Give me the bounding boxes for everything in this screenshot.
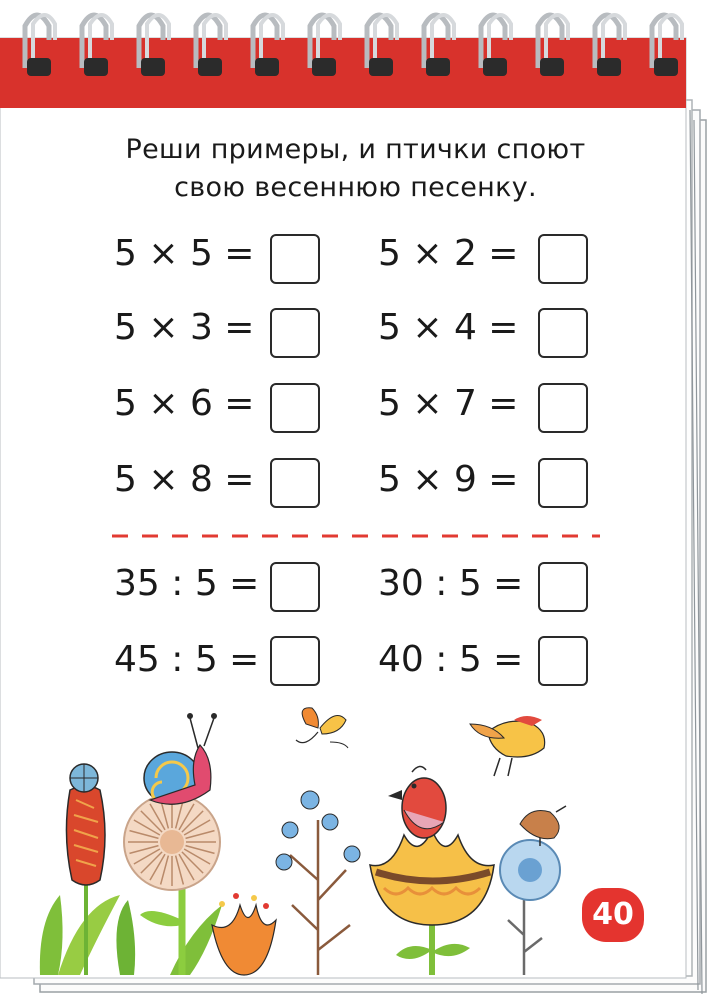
instruction-line-2: свою весеннюю песенку. — [174, 172, 537, 203]
equation-label: 5 × 4 = — [378, 307, 519, 348]
page-number-badge: 40 — [582, 888, 644, 942]
grass-leaves — [40, 895, 222, 975]
flying-bird-icon — [470, 716, 545, 776]
instruction-line-1: Реши примеры, и птички споют — [125, 134, 586, 165]
yellow-flower-icon — [370, 830, 494, 975]
equation-label: 5 × 5 = — [114, 233, 255, 274]
equation-label: 5 × 7 = — [378, 383, 519, 424]
equation-label: 5 × 3 = — [114, 307, 255, 348]
equation-label: 5 × 6 = — [114, 383, 255, 424]
equation-label: 5 × 8 = — [114, 459, 255, 500]
equation-label: 30 : 5 = — [378, 563, 524, 604]
tulip-icon — [212, 893, 276, 975]
equation-label: 5 × 9 = — [378, 459, 519, 500]
butterfly-icon — [296, 708, 348, 748]
small-bird-icon — [500, 806, 566, 975]
snail-icon — [144, 713, 217, 804]
equation-label: 5 × 2 = — [378, 233, 519, 274]
equation-label: 35 : 5 = — [114, 563, 260, 604]
equation-label: 40 : 5 = — [378, 639, 524, 680]
red-bird-icon — [388, 766, 446, 838]
blue-flower-icon — [276, 791, 360, 975]
equation-label: 45 : 5 = — [114, 639, 260, 680]
